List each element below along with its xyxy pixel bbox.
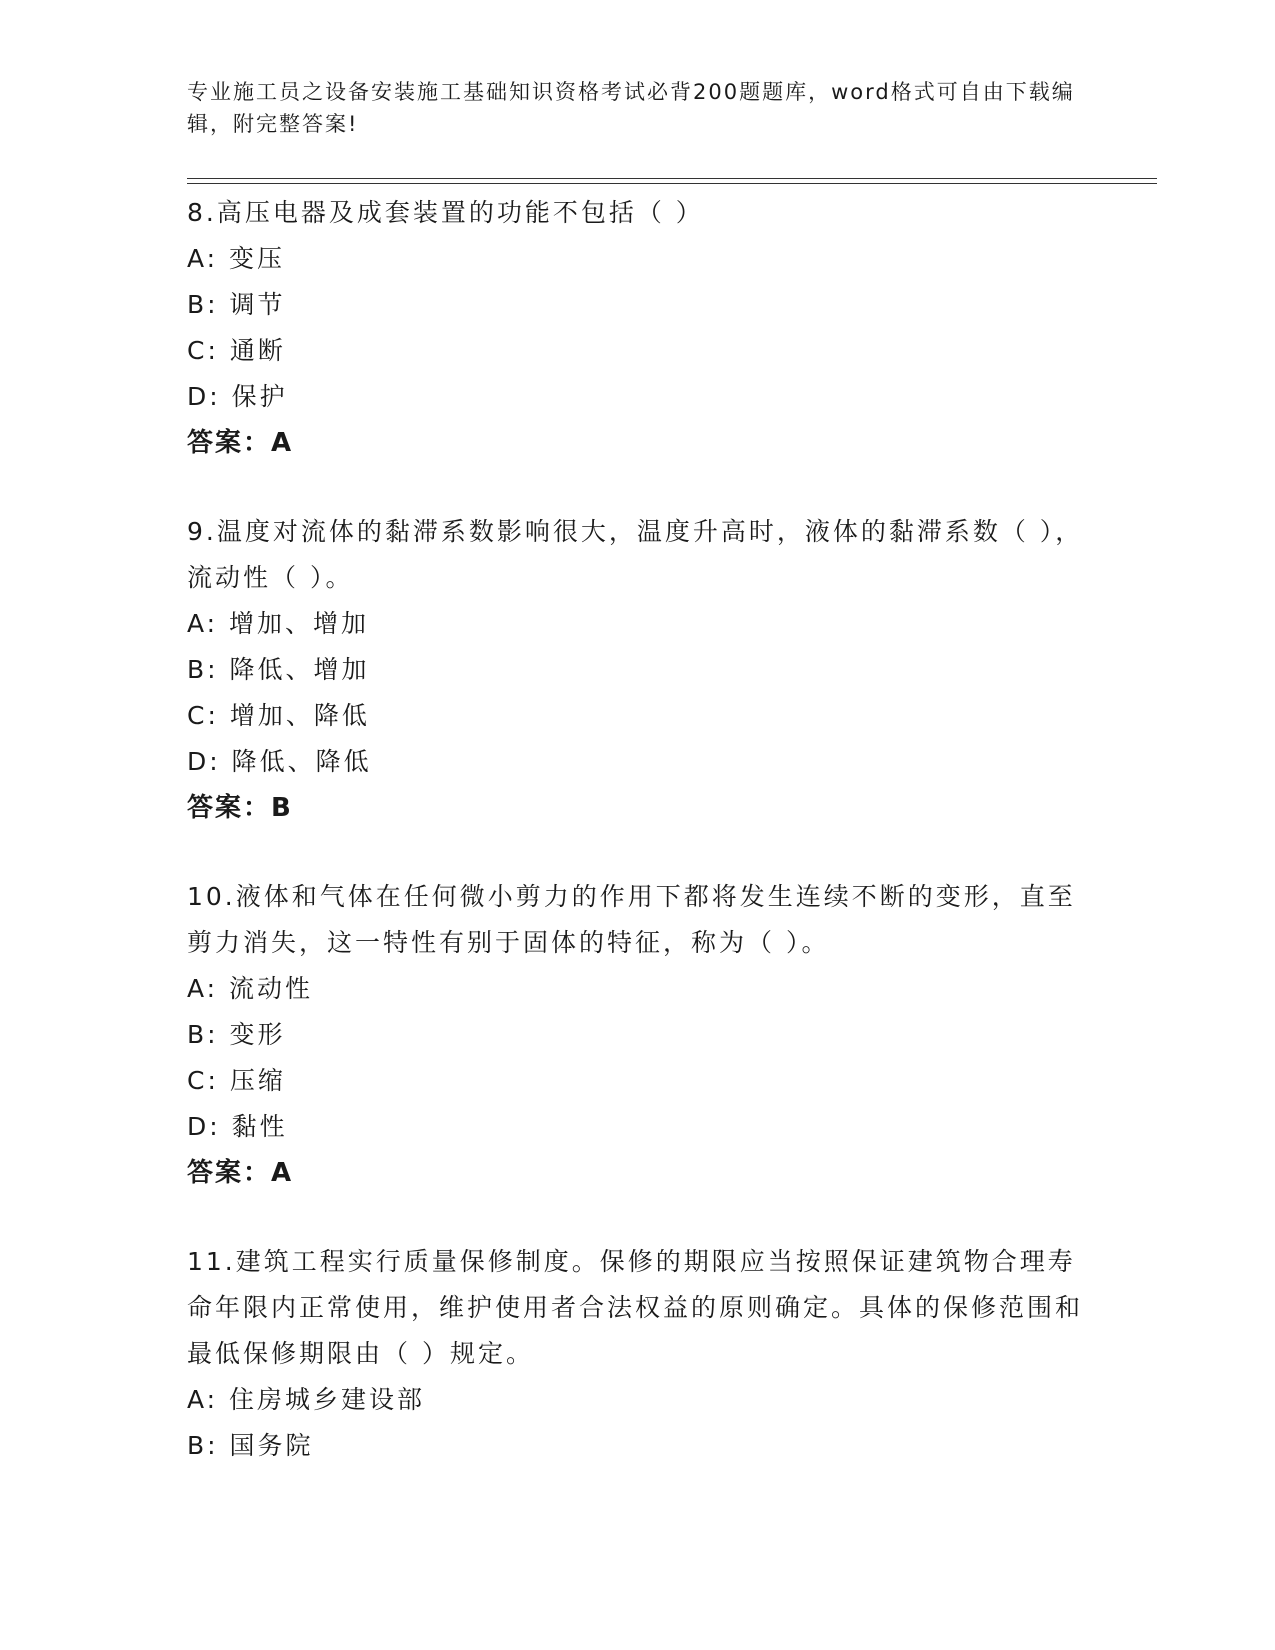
document-header: 专业施工员之设备安装施工基础知识资格考试必背200题题库，word格式可自由下载编辑，附完整答案! — [187, 80, 1075, 136]
question-list — [187, 190, 1087, 1512]
option-a: A: 流动性 — [187, 974, 314, 1003]
option-d: D: 降低、降低 — [187, 747, 372, 776]
header-divider — [187, 178, 1157, 184]
answer-label: 答案：A — [187, 1158, 294, 1188]
option-a: A: 变压 — [187, 244, 286, 273]
option-b: B: 变形 — [187, 1020, 286, 1049]
answer-label: 答案：A — [187, 428, 294, 458]
option-a: A: 住房城乡建设部 — [187, 1385, 426, 1414]
option-b: B: 国务院 — [187, 1431, 314, 1460]
question-9 — [187, 509, 1087, 831]
question-stem: 11.建筑工程实行质量保修制度。保修的期限应当按照保证建筑物合理寿命年限内正常使用，维护使用者合法权益的原则确定。具体的保修范围和最低保修期限由（ ）规定。 — [187, 1247, 1084, 1368]
option-d: D: 黏性 — [187, 1112, 288, 1141]
option-a: A: 增加、增加 — [187, 609, 370, 638]
option-c: C: 增加、降低 — [187, 701, 370, 730]
question-stem: 9.温度对流体的黏滞系数影响很大，温度升高时，液体的黏滞系数（ ），流动性（ ）。 — [187, 517, 1084, 592]
option-b: B: 调节 — [187, 290, 286, 319]
question-stem: 10.液体和气体在任何微小剪力的作用下都将发生连续不断的变形，直至剪力消失，这一特性有别于固体的特征，称为（ ）。 — [187, 882, 1076, 957]
question-8 — [187, 190, 1087, 466]
option-d: D: 保护 — [187, 382, 288, 411]
question-11 — [187, 1239, 1087, 1469]
question-10 — [187, 874, 1087, 1196]
option-c: C: 压缩 — [187, 1066, 286, 1095]
question-stem: 8.高压电器及成套装置的功能不包括（ ） — [187, 198, 704, 227]
answer-label: 答案：B — [187, 793, 293, 823]
option-c: C: 通断 — [187, 336, 286, 365]
option-b: B: 降低、增加 — [187, 655, 370, 684]
